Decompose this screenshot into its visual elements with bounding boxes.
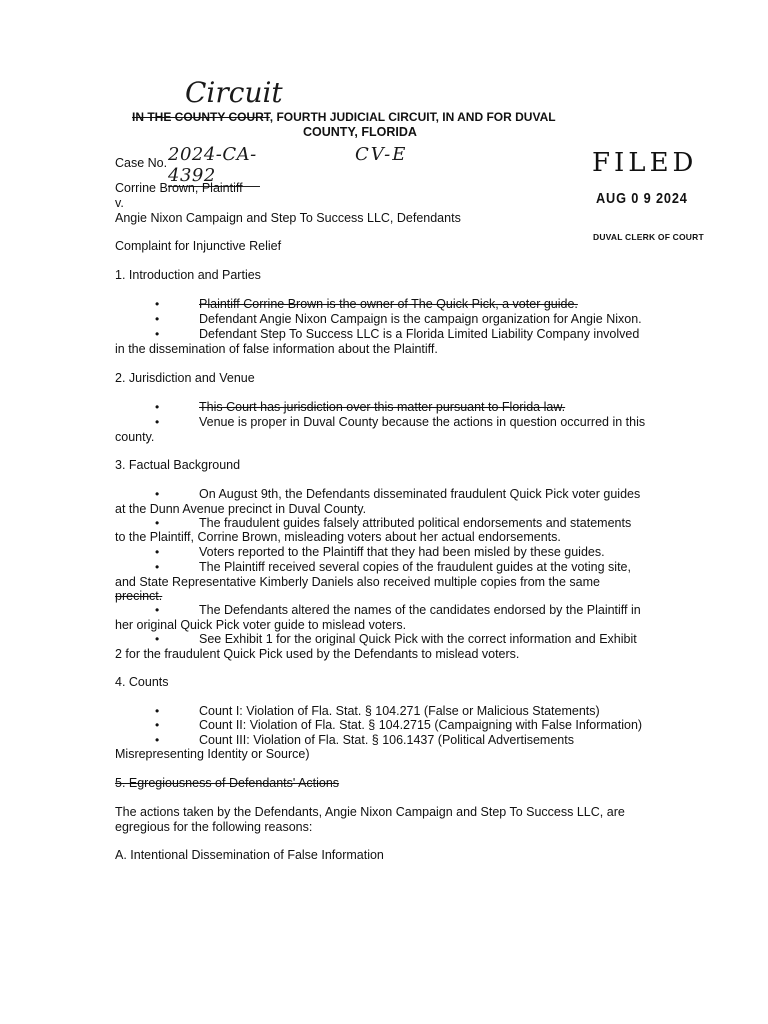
bullet: • xyxy=(155,297,160,311)
bullet: • xyxy=(155,718,160,732)
section-1-heading: 1. Introduction and Parties xyxy=(115,268,261,282)
section-3-heading: 3. Factual Background xyxy=(115,458,241,472)
handwritten-circuit: Circuit xyxy=(185,76,283,109)
bullet: • xyxy=(155,603,160,617)
clerk-of-court-label: DUVAL CLERK OF COURT xyxy=(593,232,704,242)
s3-bullet-1a: On August 9th, the Defendants disseminated fraudulent Quick Pick voter guides xyxy=(199,487,641,501)
count-3b: Misrepresenting Identity or Source) xyxy=(115,747,310,761)
defendants-line: Angie Nixon Campaign and Step To Success LLC, Defendants xyxy=(115,211,461,225)
bullet: • xyxy=(155,487,160,501)
filed-stamp-date: AUG 0 9 2024 xyxy=(596,190,688,207)
court-header-rest: , FOURTH JUDICIAL CIRCUIT, IN AND FOR DUVAL xyxy=(269,110,556,124)
bullet: • xyxy=(155,545,160,559)
s3-bullet-4b: and State Representative Kimberly Daniels also received multiple copies from the same xyxy=(115,575,600,589)
case-number-label: Case No. xyxy=(115,156,168,170)
bullet: • xyxy=(155,312,160,326)
s3-bullet-3: Voters reported to the Plaintiff that they had been misled by these guides. xyxy=(199,545,605,559)
complaint-title: Complaint for Injunctive Relief xyxy=(115,239,282,253)
handwritten-division: CV-E xyxy=(355,144,408,165)
s3-bullet-4c: precinct. xyxy=(115,589,163,603)
court-header-line1 xyxy=(132,110,556,124)
court-header-line2: COUNTY, FLORIDA xyxy=(303,125,417,139)
filed-stamp: FILED xyxy=(592,148,698,178)
bullet: • xyxy=(155,516,160,530)
count-2: Count II: Violation of Fla. Stat. § 104.2715 (Campaigning with False Information) xyxy=(199,718,643,732)
handwritten-case-number: 2024-CA-4392 xyxy=(168,144,260,187)
struck-court-text: IN THE COUNTY COURT xyxy=(132,110,270,124)
bullet: • xyxy=(155,632,160,646)
s1-bullet-2: Defendant Angie Nixon Campaign is the campaign organization for Angie Nixon. xyxy=(199,312,642,326)
versus-line: v. xyxy=(115,196,124,210)
s2-bullet-1: This Court has jurisdiction over this matter pursuant to Florida law. xyxy=(199,400,566,414)
plaintiff-line: Corrine Brown, Plaintiff xyxy=(115,181,243,195)
count-1: Count I: Violation of Fla. Stat. § 104.271 (False or Malicious Statements) xyxy=(199,704,600,718)
s1-bullet-1: Plaintiff Corrine Brown is the owner of The Quick Pick, a voter guide. xyxy=(199,297,578,311)
bullet: • xyxy=(155,327,160,341)
section-4-heading: 4. Counts xyxy=(115,675,169,689)
bullet: • xyxy=(155,415,160,429)
bullet: • xyxy=(155,704,160,718)
s2-bullet-2b: county. xyxy=(115,430,155,444)
bullet: • xyxy=(155,560,160,574)
s5-paragraph-1a: The actions taken by the Defendants, Angie Nixon Campaign and Step To Success LLC, are xyxy=(115,805,625,819)
s3-bullet-5a: The Defendants altered the names of the candidates endorsed by the Plaintiff in xyxy=(199,603,641,617)
s2-bullet-2a: Venue is proper in Duval County because the actions in question occurred in this xyxy=(199,415,646,429)
bullet: • xyxy=(155,733,160,747)
s5-subheading-a: A. Intentional Dissemination of False Information xyxy=(115,848,384,862)
section-5-heading: 5. Egregiousness of Defendants' Actions xyxy=(115,776,340,790)
s1-bullet-3a: Defendant Step To Success LLC is a Florida Limited Liability Company involved xyxy=(199,327,640,341)
s3-bullet-2a: The fraudulent guides falsely attributed political endorsements and statements xyxy=(199,516,632,530)
s3-bullet-4a: The Plaintiff received several copies of the fraudulent guides at the voting site, xyxy=(199,560,631,574)
section-2-heading: 2. Jurisdiction and Venue xyxy=(115,371,255,385)
s5-paragraph-1b: egregious for the following reasons: xyxy=(115,820,313,834)
s3-bullet-1b: at the Dunn Avenue precinct in Duval County. xyxy=(115,502,367,516)
s1-bullet-3b: in the dissemination of false information about the Plaintiff. xyxy=(115,342,438,356)
count-3a: Count III: Violation of Fla. Stat. § 106.1437 (Political Advertisements xyxy=(199,733,574,747)
s3-bullet-6a: See Exhibit 1 for the original Quick Pick with the correct information and Exhibit xyxy=(199,632,637,646)
s3-bullet-6b: 2 for the fraudulent Quick Pick used by the Defendants to mislead voters. xyxy=(115,647,520,661)
bullet: • xyxy=(155,400,160,414)
s3-bullet-5b: her original Quick Pick voter guide to mislead voters. xyxy=(115,618,407,632)
s3-bullet-2b: to the Plaintiff, Corrine Brown, misleading voters about her actual endorsements. xyxy=(115,530,561,544)
